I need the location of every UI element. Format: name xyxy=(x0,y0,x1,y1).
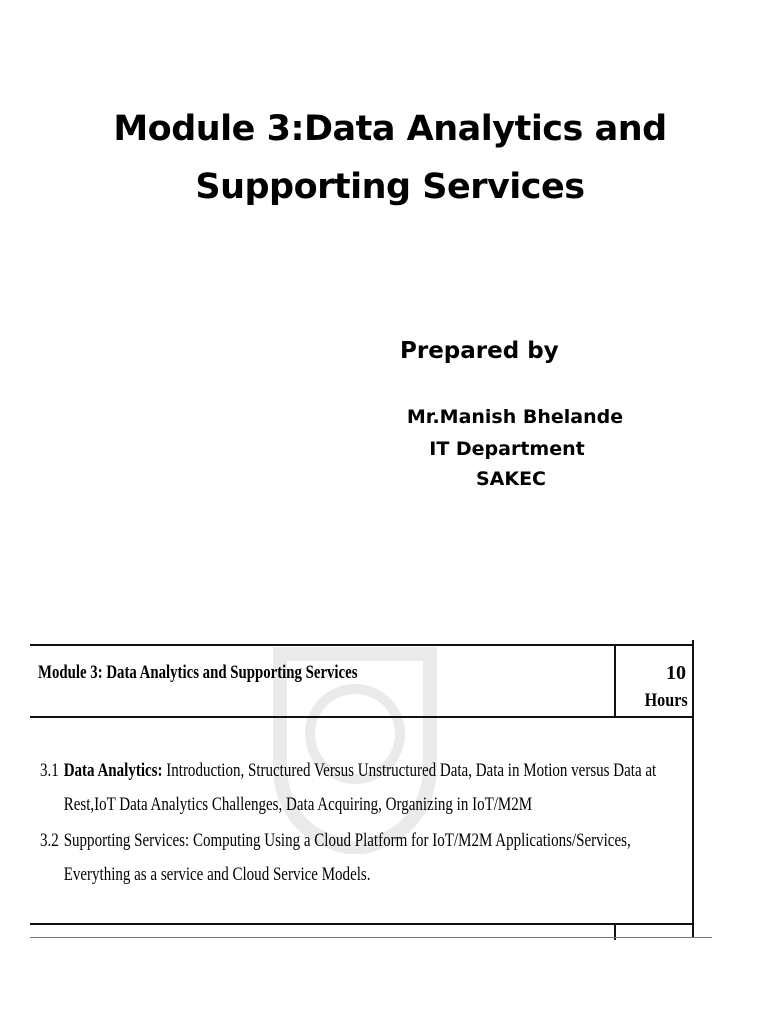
topic-heading: Data Analytics: xyxy=(63,760,163,781)
hours-column-divider xyxy=(614,644,616,718)
table-bottom-border xyxy=(30,923,694,925)
prepared-by-label: Prepared by xyxy=(400,338,559,364)
slide-title xyxy=(60,100,720,216)
slide-title-line-1: Module 3:Data Analytics and xyxy=(113,109,667,149)
hours-value: 10 xyxy=(666,662,686,684)
author-institution: SAKEC xyxy=(475,468,547,490)
topic-text-continued: Everything as a service and Cloud Service Models. xyxy=(63,864,371,885)
hours-label: Hours xyxy=(644,690,688,711)
topic-text-continued: Rest,IoT Data Analytics Challenges, Data Acquiring, Organizing in IoT/M2M xyxy=(63,794,533,815)
topic-number: 3.2 xyxy=(40,830,59,851)
author-credits xyxy=(385,400,645,494)
topic-text: Introduction, Structured Versus Unstructured Data, Data in Motion versus Data at xyxy=(162,760,657,781)
topic-text: Supporting Services: Computing Using a Cloud Platform for IoT/M2M Applications/Services, xyxy=(63,830,631,851)
author-department: IT Department xyxy=(429,438,585,460)
slide-title-line-2: Supporting Services xyxy=(195,167,585,207)
syllabus-table-image xyxy=(30,640,694,940)
topic-3-2 xyxy=(40,824,631,892)
module-heading: Module 3: Data Analytics and Supporting Services xyxy=(38,662,358,683)
topic-number: 3.1 xyxy=(40,760,59,781)
author-name: Mr.Manish Bhelande xyxy=(406,406,624,428)
table-top-border xyxy=(30,644,694,646)
image-bottom-rule xyxy=(30,937,712,938)
header-divider xyxy=(30,716,694,718)
topic-3-1 xyxy=(40,754,656,822)
